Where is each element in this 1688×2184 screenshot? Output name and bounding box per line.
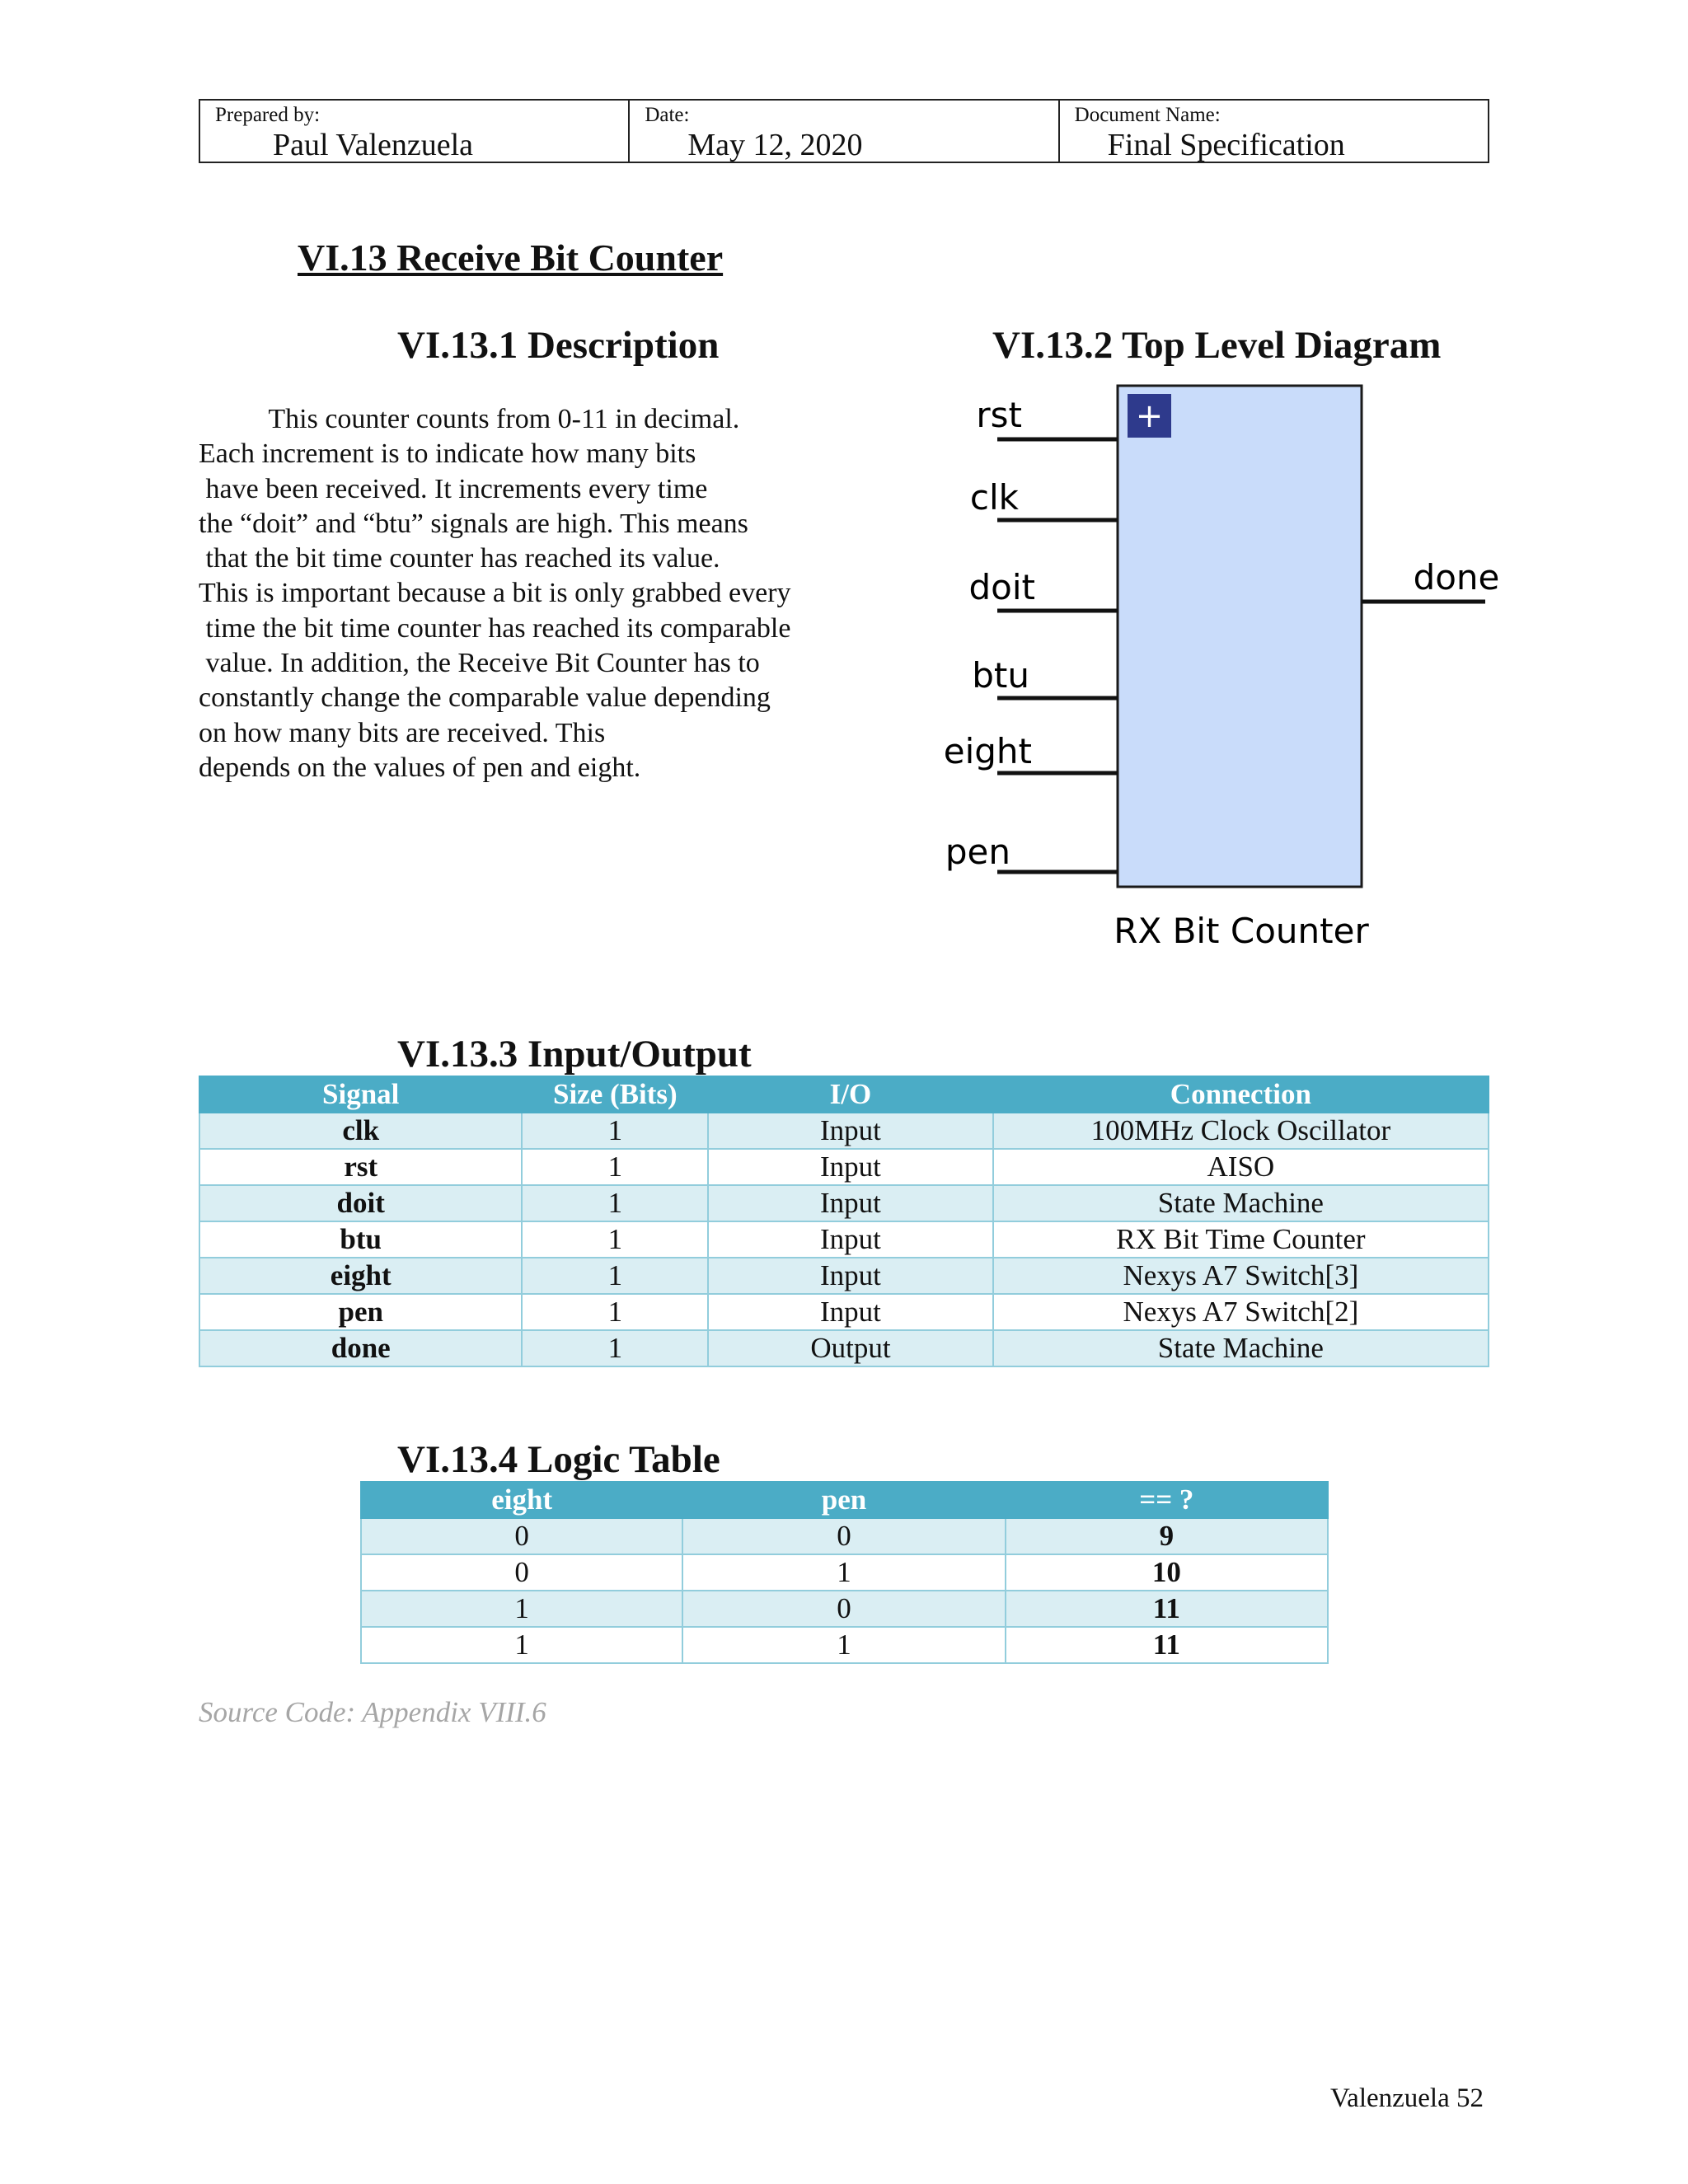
pen-cell: 0: [682, 1518, 1005, 1554]
logic-table-header: [361, 1482, 1328, 1518]
size-cell: 1: [522, 1258, 708, 1294]
column-header: pen: [682, 1482, 1005, 1518]
io-cell: Input: [708, 1113, 993, 1149]
column-header: eight: [361, 1482, 682, 1518]
table-row: [361, 1518, 1328, 1554]
top-level-diagram: [907, 379, 1566, 972]
page-footer: Valenzuela 52: [1330, 2083, 1484, 2113]
description-text: [199, 402, 874, 785]
compare-value-cell: 9: [1006, 1518, 1328, 1554]
connection-cell: State Machine: [993, 1185, 1489, 1221]
description-line: the “doit” and “btu” signals are high. This means: [199, 508, 748, 539]
logic-heading: VI.13.4 Logic Table: [397, 1438, 720, 1481]
document-header: [199, 99, 1489, 163]
description-line: This is important because a bit is only grabbed every: [199, 578, 791, 609]
description-heading: VI.13.1 Description: [397, 324, 720, 367]
connection-cell: Nexys A7 Switch[3]: [993, 1258, 1489, 1294]
size-cell: 1: [522, 1294, 708, 1330]
description-line: value. In addition, the Receive Bit Counter has to: [199, 648, 760, 679]
size-cell: 1: [522, 1185, 708, 1221]
io-cell: Input: [708, 1185, 993, 1221]
eight-cell: 1: [361, 1591, 682, 1627]
signal-cell: clk: [199, 1113, 522, 1149]
signal-cell: done: [199, 1330, 522, 1366]
size-cell: 1: [522, 1113, 708, 1149]
input-label-rst: rst: [976, 395, 1022, 435]
io-table-header: [199, 1076, 1489, 1113]
description-line: time the bit time counter has reached its comparable: [199, 612, 791, 644]
document-name-value: Final Specification: [1107, 128, 1345, 162]
size-cell: 1: [522, 1221, 708, 1258]
compare-value-cell: 10: [1006, 1554, 1328, 1591]
description-line: on how many bits are received. This: [199, 717, 606, 748]
description-line: This counter counts from 0-11 in decimal.: [199, 404, 740, 434]
signal-cell: rst: [199, 1149, 522, 1185]
prepared-by-cell: [200, 101, 630, 162]
size-cell: 1: [522, 1149, 708, 1185]
pen-cell: 0: [682, 1591, 1005, 1627]
date-value: May 12, 2020: [687, 128, 863, 162]
signal-cell: eight: [199, 1258, 522, 1294]
table-row: [199, 1294, 1489, 1330]
input-label-eight: eight: [943, 731, 1032, 771]
block-caption: RX Bit Counter: [1114, 911, 1369, 951]
table-row: [361, 1554, 1328, 1591]
plus-symbol: +: [1135, 397, 1164, 435]
table-row: [361, 1591, 1328, 1627]
connection-cell: AISO: [993, 1149, 1489, 1185]
document-name-label: Document Name:: [1074, 104, 1221, 126]
input-label-clk: clk: [969, 477, 1019, 518]
eight-cell: 0: [361, 1554, 682, 1591]
diagram-heading: VI.13.2 Top Level Diagram: [992, 324, 1442, 367]
column-header: Signal: [199, 1076, 522, 1113]
date-cell: [630, 101, 1059, 162]
signal-cell: pen: [199, 1294, 522, 1330]
table-row: [199, 1185, 1489, 1221]
document-name-cell: [1060, 101, 1488, 162]
io-table: [199, 1076, 1489, 1367]
table-row: [199, 1258, 1489, 1294]
io-cell: Input: [708, 1258, 993, 1294]
source-code-note: Source Code: Appendix VIII.6: [199, 1696, 546, 1728]
compare-value-cell: 11: [1006, 1627, 1328, 1663]
signal-cell: doit: [199, 1185, 522, 1221]
connection-cell: Nexys A7 Switch[2]: [993, 1294, 1489, 1330]
table-row: [199, 1330, 1489, 1366]
pen-cell: 1: [682, 1554, 1005, 1591]
input-label-btu: btu: [972, 655, 1029, 696]
description-line: have been received. It increments every time: [199, 473, 708, 504]
table-row: [361, 1627, 1328, 1663]
section-title: VI.13 Receive Bit Counter: [298, 237, 724, 279]
connection-cell: 100MHz Clock Oscillator: [993, 1113, 1489, 1149]
description-line: that the bit time counter has reached its value.: [199, 543, 720, 574]
pen-cell: 1: [682, 1627, 1005, 1663]
io-cell: Input: [708, 1149, 993, 1185]
rx-bit-counter-block: [1118, 386, 1362, 887]
date-label: Date:: [645, 104, 690, 126]
io-cell: Input: [708, 1221, 993, 1258]
column-header: == ?: [1006, 1482, 1328, 1518]
compare-value-cell: 11: [1006, 1591, 1328, 1627]
connection-cell: RX Bit Time Counter: [993, 1221, 1489, 1258]
column-header: Size (Bits): [522, 1076, 708, 1113]
io-heading: VI.13.3 Input/Output: [397, 1033, 752, 1076]
description-line: constantly change the comparable value depending: [199, 682, 771, 714]
table-row: [199, 1149, 1489, 1185]
connection-cell: State Machine: [993, 1330, 1489, 1366]
table-row: [199, 1113, 1489, 1149]
input-label-doit: doit: [968, 567, 1035, 607]
size-cell: 1: [522, 1330, 708, 1366]
table-row: [199, 1221, 1489, 1258]
prepared-by-label: Prepared by:: [215, 104, 321, 126]
description-line: Each increment is to indicate how many bits: [199, 438, 696, 470]
description-line: depends on the values of pen and eight.: [199, 752, 641, 783]
input-label-pen: pen: [945, 832, 1010, 872]
io-cell: Output: [708, 1330, 993, 1366]
column-header: Connection: [993, 1076, 1489, 1113]
eight-cell: 0: [361, 1518, 682, 1554]
logic-table: [360, 1481, 1329, 1664]
column-header: I/O: [708, 1076, 993, 1113]
output-label-done: done: [1413, 557, 1500, 598]
signal-cell: btu: [199, 1221, 522, 1258]
prepared-by-value: Paul Valenzuela: [273, 128, 474, 162]
io-cell: Input: [708, 1294, 993, 1330]
eight-cell: 1: [361, 1627, 682, 1663]
